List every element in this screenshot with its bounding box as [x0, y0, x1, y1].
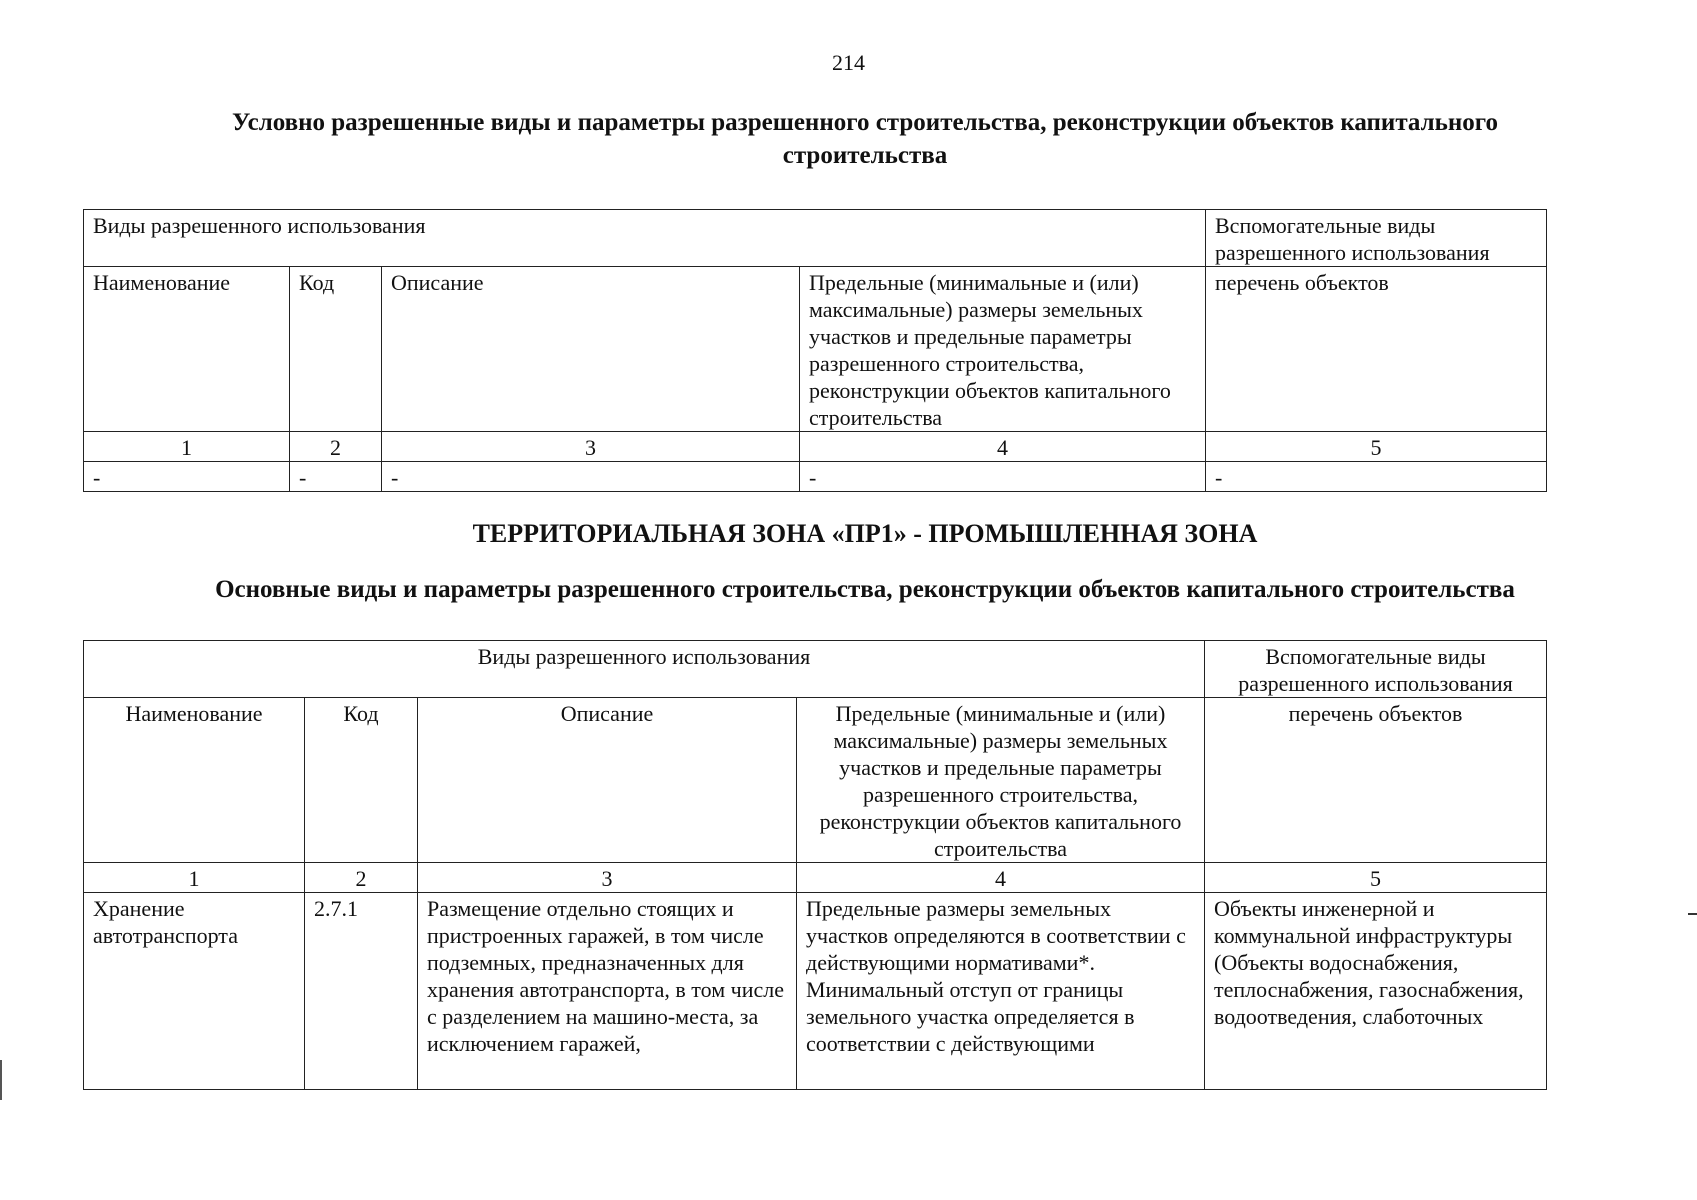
- cell-name: -: [84, 462, 290, 492]
- cell-description-text: Размещение отдельно стоящих и пристроенных гаражей, в том числе подземных, предназначенных для хранения автотранспорта, в том числе с разделением на машино-места, за исключением гаражей,: [427, 896, 784, 1056]
- column-number-row: [84, 863, 1547, 893]
- col-header-limits: Предельные (минимальные и (или) максимальные) размеры земельных участков и предельные параметры разрешенного строительства, реконструкции объектов капитального строительства: [800, 267, 1206, 432]
- col-number: 2: [305, 863, 418, 893]
- col-number: 1: [84, 863, 305, 893]
- cell-name: [84, 893, 305, 1090]
- cell-code: [305, 893, 418, 1090]
- col-header-description: Описание: [418, 698, 797, 863]
- cell-description: -: [382, 462, 800, 492]
- cell-limits: -: [800, 462, 1206, 492]
- cell-code: -: [290, 462, 382, 492]
- col-header-code: Код: [290, 267, 382, 432]
- col-header-limits: Предельные (минимальные и (или) максимальные) размеры земельных участков и предельные параметры разрешенного строительства, реконструкции объектов капитального строительства: [797, 698, 1205, 863]
- col-number: 1: [84, 432, 290, 462]
- group-header: Виды разрешенного использования: [84, 641, 1205, 698]
- col-header-name: Наименование: [84, 267, 290, 432]
- col-number: 2: [290, 432, 382, 462]
- group-header: Виды разрешенного использования: [84, 210, 1206, 267]
- table-group-header-row: [84, 641, 1547, 698]
- section-title-main: Основные виды и параметры разрешенного строительства, реконструкции объектов капитального строительства: [215, 576, 1515, 603]
- cell-limits-text: Предельные размеры земельных участков определяются в соответствии с действующими нормативами*. Минимальный отступ от границы земельного участка определяется в соответствии с действующими: [806, 896, 1186, 1056]
- col-number: 5: [1205, 863, 1547, 893]
- zone-title: ТЕРРИТОРИАЛЬНАЯ ЗОНА «ПР1» - ПРОМЫШЛЕННАЯ ЗОНА: [472, 519, 1258, 548]
- aux-header: Вспомогательные виды разрешенного использования: [1206, 210, 1547, 267]
- col-number: 3: [382, 432, 800, 462]
- col-number: 4: [800, 432, 1206, 462]
- col-header-objects: перечень объектов: [1205, 698, 1547, 863]
- cell-objects: [1205, 893, 1547, 1090]
- col-header-name: Наименование: [84, 698, 305, 863]
- col-number: 3: [418, 863, 797, 893]
- table-group-header-row: [84, 210, 1547, 267]
- table-row: [84, 462, 1547, 492]
- cell-objects-text: Объекты инженерной и коммунальной инфраструктуры (Объекты водоснабжения, теплоснабжения, газоснабжения, водоотведения, слаботочных: [1214, 896, 1524, 1029]
- scan-margin-mark: [0, 1060, 10, 1100]
- cell-limits: [797, 893, 1205, 1090]
- col-header-objects: перечень объектов: [1206, 267, 1547, 432]
- section-title-conditional: Условно разрешенные виды и параметры разрешенного строительства, реконструкции объектов капитального строительства: [231, 109, 1499, 169]
- cell-description: [418, 893, 797, 1090]
- page-number: 214: [832, 50, 865, 75]
- col-number: 4: [797, 863, 1205, 893]
- col-header-description: Описание: [382, 267, 800, 432]
- conditional-uses-table: [83, 209, 1547, 492]
- table-column-header-row: [84, 267, 1547, 432]
- cell-objects: -: [1206, 462, 1547, 492]
- col-header-code: Код: [305, 698, 418, 863]
- col-number: 5: [1206, 432, 1547, 462]
- aux-header: Вспомогательные виды разрешенного использования: [1205, 641, 1547, 698]
- table-row: [84, 893, 1547, 1090]
- scan-margin-mark: [1688, 913, 1697, 915]
- column-number-row: [84, 432, 1547, 462]
- cell-name-text: Хранение автотранспорта: [93, 896, 238, 948]
- table-column-header-row: [84, 698, 1547, 863]
- main-uses-table: [83, 640, 1547, 1090]
- cell-code-text: 2.7.1: [314, 896, 358, 921]
